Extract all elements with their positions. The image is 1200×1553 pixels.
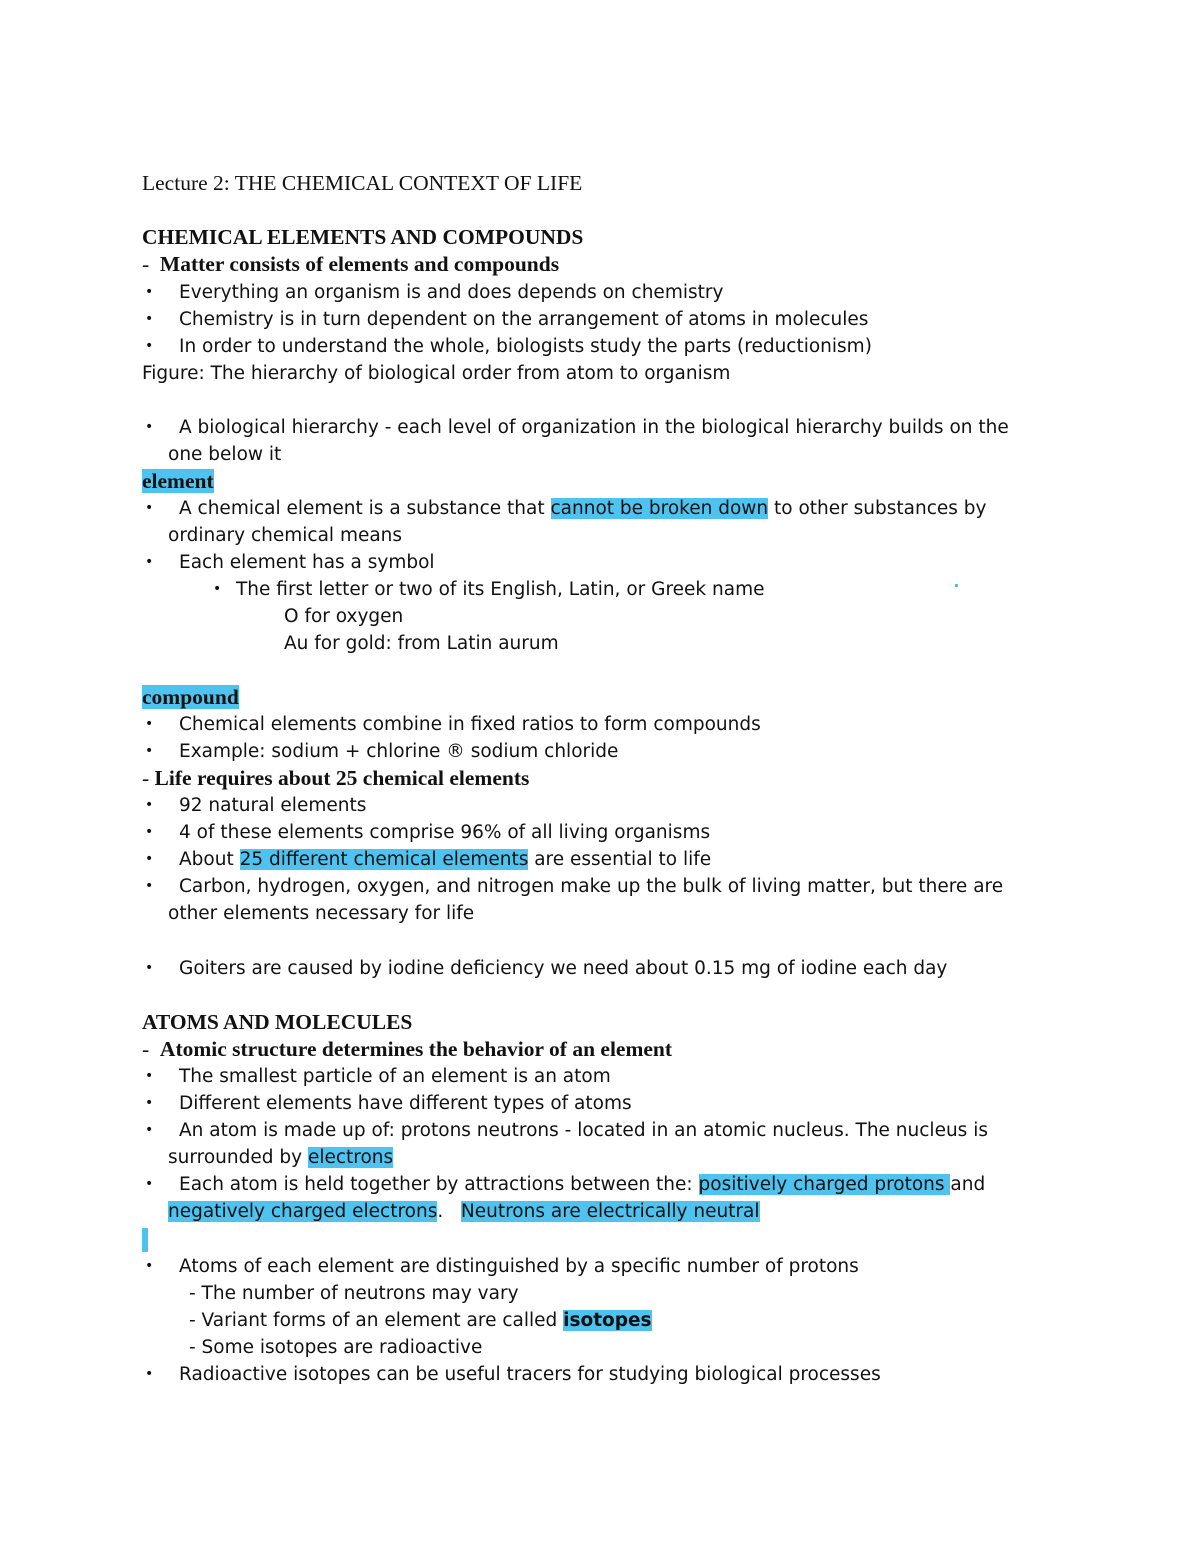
list-item: Chemical elements combine in fixed ratios to form compounds: [179, 714, 761, 735]
example-line: O for oxygen: [284, 606, 404, 627]
page-title: Lecture 2: THE CHEMICAL CONTEXT OF LIFE: [142, 171, 583, 195]
figure-caption: Figure: The hierarchy of biological order from atom to organism: [142, 363, 731, 384]
bullet: •: [145, 1366, 154, 1382]
subheading-text: Matter consists of elements and compounds: [159, 252, 560, 276]
bullet: •: [145, 716, 154, 732]
bullet: •: [145, 960, 154, 976]
subheading-text: Atomic structure determines the behavior of an element: [159, 1037, 673, 1061]
term-label-element: [142, 468, 214, 495]
bullet: •: [145, 554, 154, 570]
subheading-life: [142, 765, 529, 792]
highlighted-phrase: Neutrons are electrically neutral: [460, 1201, 760, 1222]
highlighted-phrase: isotopes: [563, 1310, 652, 1331]
text-span: Each atom is held together by attractions between the:: [179, 1174, 699, 1195]
bullet: •: [145, 878, 154, 894]
list-item-continued: ordinary chemical means: [168, 525, 403, 546]
subheading-atomic-structure: [142, 1036, 672, 1063]
list-item: Each element has a symbol: [179, 552, 435, 573]
bullet: •: [145, 1122, 154, 1138]
list-item: 4 of these elements comprise 96% of all living organisms: [179, 822, 711, 843]
bullet: •: [145, 338, 154, 354]
bullet: •: [145, 419, 154, 435]
text-span: .: [437, 1201, 461, 1222]
bullet: •: [213, 581, 222, 597]
list-item: [179, 495, 986, 522]
section-heading-elements: CHEMICAL ELEMENTS AND COMPOUNDS: [142, 225, 584, 249]
list-item: Atoms of each element are distinguished by a specific number of protons: [179, 1256, 859, 1277]
list-item: Goiters are caused by iodine deficiency we need about 0.15 mg of iodine each day: [179, 958, 948, 979]
list-item: Example: sodium + chlorine ® sodium chloride: [179, 741, 619, 762]
list-item: The smallest particle of an element is an atom: [179, 1066, 611, 1087]
dash: -: [142, 1037, 150, 1061]
sub-list-item: - The number of neutrons may vary: [189, 1283, 519, 1304]
term-label-compound: [142, 684, 239, 711]
list-item: [179, 1171, 985, 1198]
list-item: 92 natural elements: [179, 795, 367, 816]
subheading-matter: [142, 251, 559, 278]
list-item: A biological hierarchy - each level of organization in the biological hierarchy builds on the: [179, 417, 1009, 438]
text-span: and: [950, 1174, 986, 1195]
highlighted-phrase: positively charged protons: [698, 1174, 951, 1195]
highlighted-term: compound: [142, 685, 239, 709]
bullet: •: [145, 500, 154, 516]
list-item: Different elements have different types of atoms: [179, 1093, 632, 1114]
list-item: An atom is made up of: protons neutrons - located in an atomic nucleus. The nucleus is: [179, 1120, 988, 1141]
bullet: •: [145, 1176, 154, 1192]
dash: -: [142, 766, 150, 790]
text-span: A chemical element is a substance that: [179, 498, 551, 519]
highlighted-phrase: cannot be broken down: [550, 498, 769, 519]
highlight-mark: [142, 1228, 148, 1252]
sub-list-item: The first letter or two of its English, Latin, or Greek name: [236, 579, 765, 600]
sub-list-item: [189, 1307, 652, 1334]
list-item: Carbon, hydrogen, oxygen, and nitrogen make up the bulk of living matter, but there are: [179, 876, 1004, 897]
highlighted-phrase: 25 different chemical elements: [239, 849, 529, 870]
list-item-continued: one below it: [168, 444, 282, 465]
bullet: •: [145, 1095, 154, 1111]
list-item: Everything an organism is and does depends on chemistry: [179, 282, 724, 303]
list-item-continued: [168, 1144, 393, 1171]
text-span: About: [179, 849, 240, 870]
list-item-continued: other elements necessary for life: [168, 903, 475, 924]
section-heading-atoms: ATOMS AND MOLECULES: [142, 1010, 413, 1034]
list-item-continued: [168, 1198, 760, 1225]
example-line: Au for gold: from Latin aurum: [284, 633, 559, 654]
bullet: •: [145, 284, 154, 300]
subheading-text: Life requires about 25 chemical elements: [154, 766, 530, 790]
bullet: •: [145, 311, 154, 327]
text-span: - Variant forms of an element are called: [189, 1310, 564, 1331]
bullet: •: [145, 824, 154, 840]
dash: -: [142, 252, 150, 276]
bullet: •: [145, 797, 154, 813]
bullet: •: [145, 1068, 154, 1084]
text-span: surrounded by: [168, 1147, 308, 1168]
bullet: •: [145, 1258, 154, 1274]
highlighted-phrase: electrons: [307, 1147, 394, 1168]
bullet: •: [145, 743, 154, 759]
highlight-mark: [955, 584, 958, 587]
list-item: Chemistry is in turn dependent on the arrangement of atoms in molecules: [179, 309, 869, 330]
list-item: Radioactive isotopes can be useful tracers for studying biological processes: [179, 1364, 881, 1385]
list-item: In order to understand the whole, biologists study the parts (reductionism): [179, 336, 872, 357]
list-item: [179, 846, 711, 873]
bullet: •: [145, 851, 154, 867]
highlighted-term: element: [142, 469, 214, 493]
text-span: to other substances by: [768, 498, 987, 519]
text-span: are essential to life: [528, 849, 712, 870]
highlighted-phrase: negatively charged electrons: [168, 1201, 438, 1222]
sub-list-item: - Some isotopes are radioactive: [189, 1337, 483, 1358]
